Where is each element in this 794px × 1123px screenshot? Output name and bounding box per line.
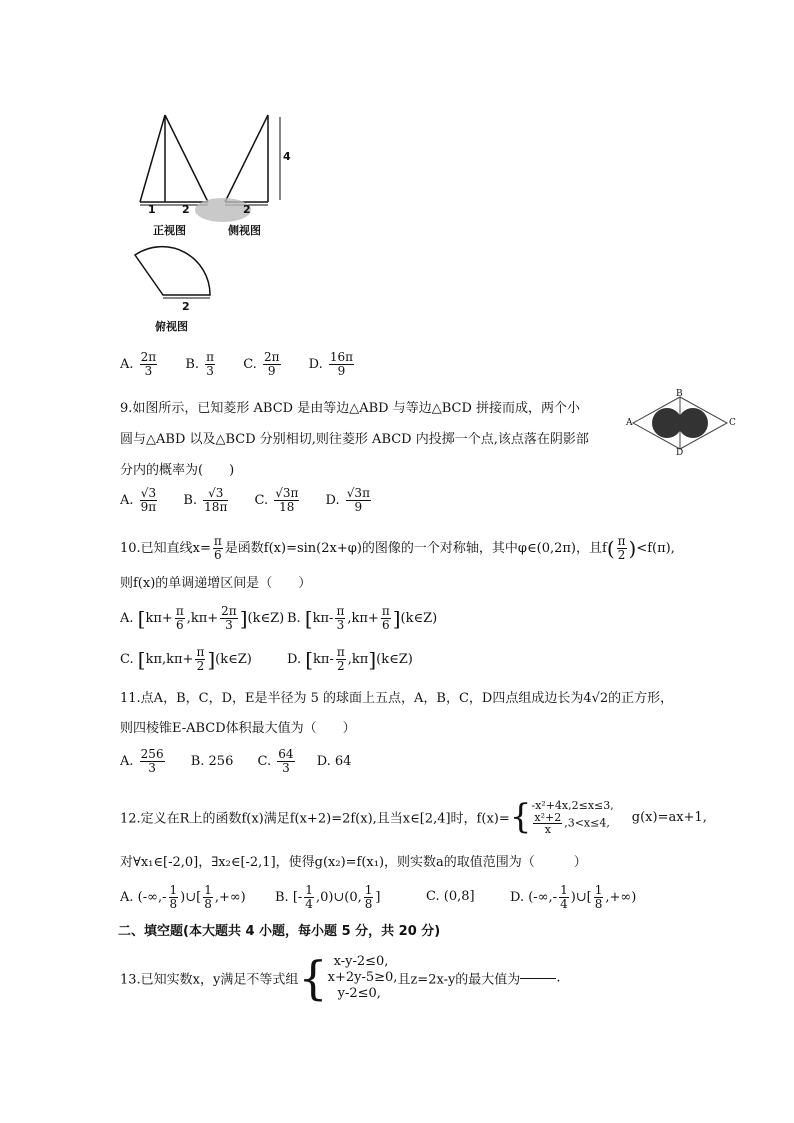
q11-options [120,748,351,775]
q12-pre: 12.定义在R上的函数f(x)满足f(x+2)=2f(x),且当x∈[2,4]时，f(x)= [120,811,510,827]
q10-option-b: B. [kπ- $\frac{\pi}{3}$ ,kπ+ $\frac{\pi}{6}$ ](k∈Z) [287,604,438,632]
q13-answer-blank[interactable] [520,978,556,979]
q9-option-a-frac: $\frac{√3}{9\pi}$ [140,486,157,514]
q9-line-1: 9.如图所示，已知菱形 ABCD 是由等边△ABD 与等边△BCD 拼接而成，两个小 [120,401,581,416]
q13-pre: 13.已知实数x，y满足不等式组 [120,972,299,988]
q10-option-c: C. [kπ,kπ+ $\frac{\pi}{2}$ ](k∈Z) [120,645,252,673]
q8-option-c-letter: C. [243,357,257,372]
rhombus-vertex-b: B [676,389,683,399]
q12-post: g(x)=ax+1, [631,809,707,825]
q9-option-b-frac: $\frac{√3}{18\pi}$ [204,486,228,514]
q10-pre: 10.已知直线x= [120,541,211,556]
q12-line-2: 对∀x₁∈[-2,0]，∃x₂∈[-2,1]，使得g(x₂)=f(x₁)，则实数a的取值范围为（ ） [120,855,587,870]
q9-option-c-letter: C. [254,493,269,508]
q12-line-1: 12.定义在R上的函数f(x)满足f(x+2)=2f(x),且当x∈[2,4]时，f(x)={ -x²+4x,2≤x≤3, $\frac{\text{x²+2}}{x}$ ,3<x≤4, g(x)=ax+1, [120,797,707,837]
q11-option-b: B. 256 [190,754,234,769]
q9-line-3: 分内的概率为( ) [120,463,235,478]
q8-option-b-letter: B. [185,357,200,372]
q10-option-a: A. [kπ+ $\frac{\pi}{6}$ ,kπ+ $\frac{2\pi}{3}$ ](k∈Z) [120,604,285,632]
q11-option-a-frac: $\frac{256}{3}$ [140,747,164,775]
rhombus-vertex-d: D [676,448,684,458]
q13-post: 且z=2x-y的最大值为 [397,972,521,988]
q9-option-d-letter: D. [325,493,340,508]
q11-option-c-frac: $\frac{64}{3}$ [278,747,294,775]
q11-option-a-letter: A. [120,754,134,769]
q9-option-d-frac: $\frac{√3\pi}{9}$ [346,486,370,514]
q10-option-d: D. [kπ- $\frac{\pi}{2}$ ,kπ](k∈Z) [287,645,413,673]
top-view [135,247,210,298]
q13: 13.已知实数x，y满足不等式组{ x-y-2≤0, x+2y-5≥0, y-2≤0, 且z=2x-y的最大值为 . [120,951,561,1005]
front-view [140,115,208,205]
rhombus-figure [630,393,730,453]
q10-mid: 是函数f(x)=sin(2x+φ)的图像的一个对称轴，其中φ∈(0,2π)，且f [224,541,607,556]
q10-line-2: 则f(x)的单调递增区间是（ ） [120,576,312,591]
dim-label-side-2: 2 [243,203,251,216]
dim-label-2: 2 [182,203,190,216]
q9-line-2: 圆与△ABD 以及△BCD 分别相切,则往菱形 ABCD 内投掷一个点,该点落在阴影部 [120,432,589,447]
q12-option-c: C. (0,8] [426,889,475,904]
q11-line-1: 11.点A，B，C，D，E是半径为 5 的球面上五点，A，B，C，D四点组成边长为4√2的正方形， [120,691,674,706]
q13-constraints: x-y-2≤0, x+2y-5≥0, y-2≤0, [327,954,398,1001]
q13-end: . [556,970,561,986]
q8-options [120,351,356,378]
q11-option-c-letter: C. [257,754,272,769]
q9-option-b-letter: B. [183,493,198,508]
q10-line-1: 10.已知直线x= $\frac{\pi}{6}$ 是函数f(x)=sin(2x+φ)的图像的一个对称轴，其中φ∈(0,2π)，且f( $\frac{\pi}{2}$ )<f(π), [120,534,675,562]
q9-option-c-frac: $\frac{√3\pi}{18}$ [275,486,299,514]
q10-post: <f(π), [636,541,675,556]
rhombus-vertex-a: A [626,418,633,428]
q8-option-a-letter: A. [120,357,134,372]
q12-option-a: A. (-∞,- $\frac{1}{8}$ )∪[ $\frac{1}{8}$ ,+∞) [120,883,246,911]
q12-option-b: B. [- $\frac{1}{4}$ ,0)∪(0, $\frac{1}{8}$ ] [275,883,381,911]
q10-x-frac: $\frac{\pi}{6}$ [213,534,222,562]
side-view [225,115,280,205]
dim-label-4: 4 [283,150,291,163]
q8-option-a-frac: $\frac{2\pi}{3}$ [140,350,157,378]
dim-label-1: 1 [148,203,156,216]
side-view-label: 侧视图 [228,224,261,237]
top-view-label: 俯视图 [155,320,188,333]
q8-option-c-frac: $\frac{2\pi}{9}$ [263,350,280,378]
q8-option-d-frac: $\frac{16\pi}{9}$ [329,350,354,378]
q9-option-a-letter: A. [120,493,134,508]
rhombus-vertex-c: C [729,418,736,428]
q8-option-d-letter: D. [308,357,323,372]
q12-piecewise: -x²+4x,2≤x≤3, $\frac{\text{x²+2}}{x}$ ,3<x≤4, [531,799,614,836]
q11-line-2: 则四棱锥E-ABCD体积最大值为（ ） [120,721,356,736]
dim-label-top-2: 2 [182,300,190,313]
q8-option-b-frac: $\frac{\pi}{3}$ [206,350,215,378]
q11-option-d: D. 64 [316,754,352,769]
q9-options [120,487,373,514]
front-view-label: 正视图 [153,224,186,237]
q12-option-d: D. (-∞,- $\frac{1}{4}$ )∪[ $\frac{1}{8}$ ,+∞) [510,883,637,911]
q10-f-frac: $\frac{\pi}{2}$ [617,534,626,562]
section-heading: 二、填空题(本大题共 4 小题，每小题 5 分，共 20 分) [118,924,441,939]
